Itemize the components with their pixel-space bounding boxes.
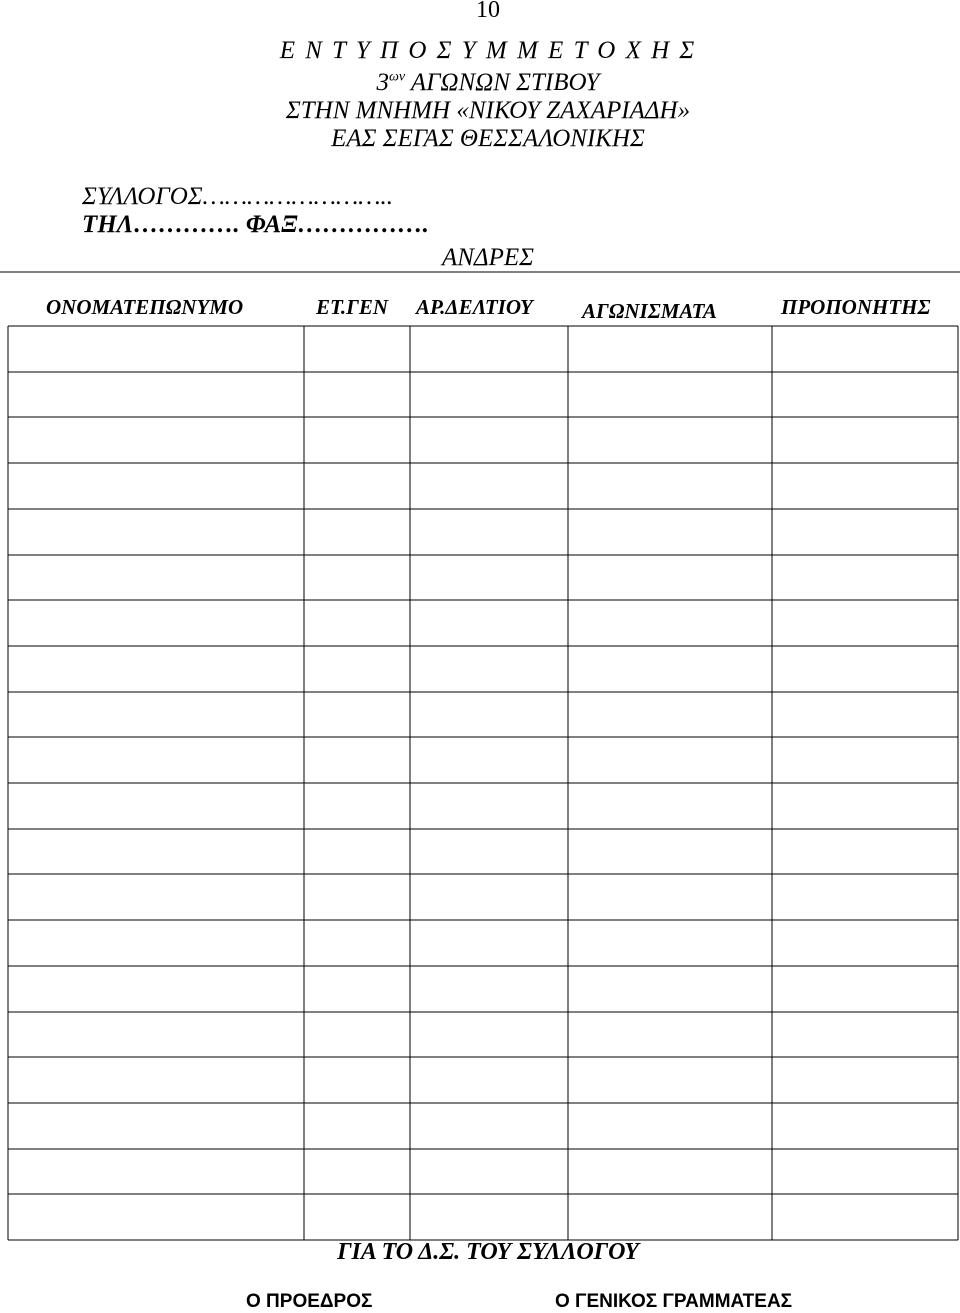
table-cell-card-number[interactable]	[411, 1013, 567, 1057]
table-cell-name[interactable]	[9, 738, 303, 782]
table-cell-birth-year[interactable]	[305, 647, 409, 691]
table-cell-name[interactable]	[9, 373, 303, 417]
table-cell-events[interactable]	[569, 418, 771, 462]
page-number: 10	[476, 0, 500, 23]
table-cell-birth-year[interactable]	[305, 464, 409, 508]
table-cell-coach[interactable]	[773, 738, 957, 782]
table-cell-coach[interactable]	[773, 601, 957, 645]
table-cell-coach[interactable]	[773, 1150, 957, 1194]
column-header-card-number: ΑΡ.ΔΕΛΤΙΟΥ	[416, 295, 533, 319]
table-cell-birth-year[interactable]	[305, 830, 409, 874]
table-cell-coach[interactable]	[773, 693, 957, 737]
table-cell-card-number[interactable]	[411, 1058, 567, 1102]
table-cell-name[interactable]	[9, 601, 303, 645]
table-cell-events[interactable]	[569, 693, 771, 737]
table-cell-name[interactable]	[9, 1104, 303, 1148]
table-cell-name[interactable]	[9, 967, 303, 1011]
table-cell-birth-year[interactable]	[305, 921, 409, 965]
table-cell-events[interactable]	[569, 556, 771, 600]
table-cell-card-number[interactable]	[411, 1150, 567, 1194]
table-cell-coach[interactable]	[773, 875, 957, 919]
table-cell-birth-year[interactable]	[305, 556, 409, 600]
table-cell-name[interactable]	[9, 1150, 303, 1194]
table-cell-events[interactable]	[569, 1104, 771, 1148]
table-cell-birth-year[interactable]	[305, 1150, 409, 1194]
table-cell-card-number[interactable]	[411, 693, 567, 737]
column-header-events: ΑΓΩΝΙΣΜΑΤΑ	[582, 299, 717, 323]
column-header-name: ΟΝΟΜΑΤΕΠΩΝΥΜΟ	[46, 295, 244, 319]
table-cell-birth-year[interactable]	[305, 967, 409, 1011]
table-cell-card-number[interactable]	[411, 967, 567, 1011]
table-cell-card-number[interactable]	[411, 464, 567, 508]
club-field[interactable]: ΣΥΛΛΟΓΟΣ……………………..	[82, 183, 393, 210]
table-cell-birth-year[interactable]	[305, 875, 409, 919]
table-cell-card-number[interactable]	[411, 647, 567, 691]
table-cell-events[interactable]	[569, 327, 771, 371]
table-cell-events[interactable]	[569, 738, 771, 782]
table-cell-events[interactable]	[569, 1150, 771, 1194]
table-cell-events[interactable]	[569, 601, 771, 645]
table-cell-card-number[interactable]	[411, 921, 567, 965]
form-title: Ε Ν Τ Υ Π Ο Σ Υ Μ Μ Ε Τ Ο Χ Η Σ	[279, 37, 697, 64]
table-cell-events[interactable]	[569, 1013, 771, 1057]
table-cell-name[interactable]	[9, 647, 303, 691]
table-cell-events[interactable]	[569, 1058, 771, 1102]
table-cell-events[interactable]	[569, 875, 771, 919]
table-cell-coach[interactable]	[773, 1104, 957, 1148]
table-cell-events[interactable]	[569, 510, 771, 554]
table-cell-birth-year[interactable]	[305, 327, 409, 371]
table-cell-coach[interactable]	[773, 647, 957, 691]
section-title: ΑΝΔΡΕΣ	[441, 244, 535, 271]
column-header-birth-year: ΕΤ.ΓΕΝ	[316, 295, 389, 319]
table-cell-card-number[interactable]	[411, 1104, 567, 1148]
table-cell-coach[interactable]	[773, 830, 957, 874]
table-cell-birth-year[interactable]	[305, 418, 409, 462]
table-cell-events[interactable]	[569, 921, 771, 965]
table-cell-events[interactable]	[569, 784, 771, 828]
table-cell-card-number[interactable]	[411, 875, 567, 919]
footer-title: ΓΙΑ ΤΟ Δ.Σ. ΤΟΥ ΣΥΛΛΟΓΟΥ	[337, 1239, 639, 1265]
table-cell-card-number[interactable]	[411, 601, 567, 645]
edition-number: 3	[376, 69, 390, 96]
table-cell-birth-year[interactable]	[305, 1195, 409, 1239]
table-cell-card-number[interactable]	[411, 738, 567, 782]
table-cell-birth-year[interactable]	[305, 1013, 409, 1057]
table-cell-coach[interactable]	[773, 784, 957, 828]
table-cell-coach[interactable]	[773, 464, 957, 508]
organizer-title: ΕΑΣ ΣΕΓΑΣ ΘΕΣΣΑΛΟΝΙΚΗΣ	[331, 125, 645, 152]
memorial-title: ΣΤΗΝ ΜΝΗΜΗ «ΝΙΚΟΥ ΖΑΧΑΡΙΑΔΗ»	[285, 97, 691, 124]
president-signature: Ο ΠΡΟΕΔΡΟΣ	[246, 1291, 373, 1312]
table-cell-birth-year[interactable]	[305, 601, 409, 645]
table-cell-coach[interactable]	[773, 510, 957, 554]
table-cell-name[interactable]	[9, 327, 303, 371]
table-cell-coach[interactable]	[773, 1058, 957, 1102]
table-cell-birth-year[interactable]	[305, 1104, 409, 1148]
table-cell-card-number[interactable]	[411, 418, 567, 462]
table-cell-name[interactable]	[9, 1013, 303, 1057]
table-cell-name[interactable]	[9, 784, 303, 828]
table-cell-card-number[interactable]	[411, 1195, 567, 1239]
table-cell-birth-year[interactable]	[305, 693, 409, 737]
table-cell-coach[interactable]	[773, 967, 957, 1011]
table-cell-name[interactable]	[9, 693, 303, 737]
tel-fax-field[interactable]: ΤΗΛ…………. ΦΑΞ…………….	[82, 211, 429, 238]
table-cell-name[interactable]	[9, 830, 303, 874]
table-cell-events[interactable]	[569, 1195, 771, 1239]
table-cell-coach[interactable]	[773, 921, 957, 965]
table-cell-events[interactable]	[569, 830, 771, 874]
table-cell-events[interactable]	[569, 464, 771, 508]
table-cell-name[interactable]	[9, 921, 303, 965]
table-cell-name[interactable]	[9, 1195, 303, 1239]
table-cell-name[interactable]	[9, 418, 303, 462]
table-cell-card-number[interactable]	[411, 327, 567, 371]
secretary-signature: Ο ΓΕΝΙΚΟΣ ΓΡΑΜΜΑΤΕΑΣ	[555, 1291, 793, 1312]
table-cell-name[interactable]	[9, 875, 303, 919]
table-cell-card-number[interactable]	[411, 510, 567, 554]
edition-suffix: ων	[389, 69, 406, 85]
table-cell-coach[interactable]	[773, 373, 957, 417]
table-cell-card-number[interactable]	[411, 830, 567, 874]
table-cell-birth-year[interactable]	[305, 784, 409, 828]
table-cell-birth-year[interactable]	[305, 738, 409, 782]
table-cell-birth-year[interactable]	[305, 1058, 409, 1102]
table-cell-name[interactable]	[9, 1058, 303, 1102]
table-cell-coach[interactable]	[773, 1195, 957, 1239]
table-cell-birth-year[interactable]	[305, 373, 409, 417]
column-header-coach: ΠΡΟΠΟΝΗΤΗΣ	[781, 295, 931, 319]
table-cell-coach[interactable]	[773, 556, 957, 600]
table-cell-birth-year[interactable]	[305, 510, 409, 554]
table-cell-name[interactable]	[9, 464, 303, 508]
table-cell-coach[interactable]	[773, 418, 957, 462]
table-cell-events[interactable]	[569, 647, 771, 691]
table-cell-events[interactable]	[569, 967, 771, 1011]
table-cell-name[interactable]	[9, 556, 303, 600]
table-cell-card-number[interactable]	[411, 784, 567, 828]
table-cell-coach[interactable]	[773, 327, 957, 371]
event-name: ΑΓΩΝΩΝ ΣΤΙΒΟΥ	[405, 69, 600, 96]
table-cell-coach[interactable]	[773, 1013, 957, 1057]
table-cell-card-number[interactable]	[411, 556, 567, 600]
table-cell-name[interactable]	[9, 510, 303, 554]
table-cell-card-number[interactable]	[411, 373, 567, 417]
table-cell-events[interactable]	[569, 373, 771, 417]
